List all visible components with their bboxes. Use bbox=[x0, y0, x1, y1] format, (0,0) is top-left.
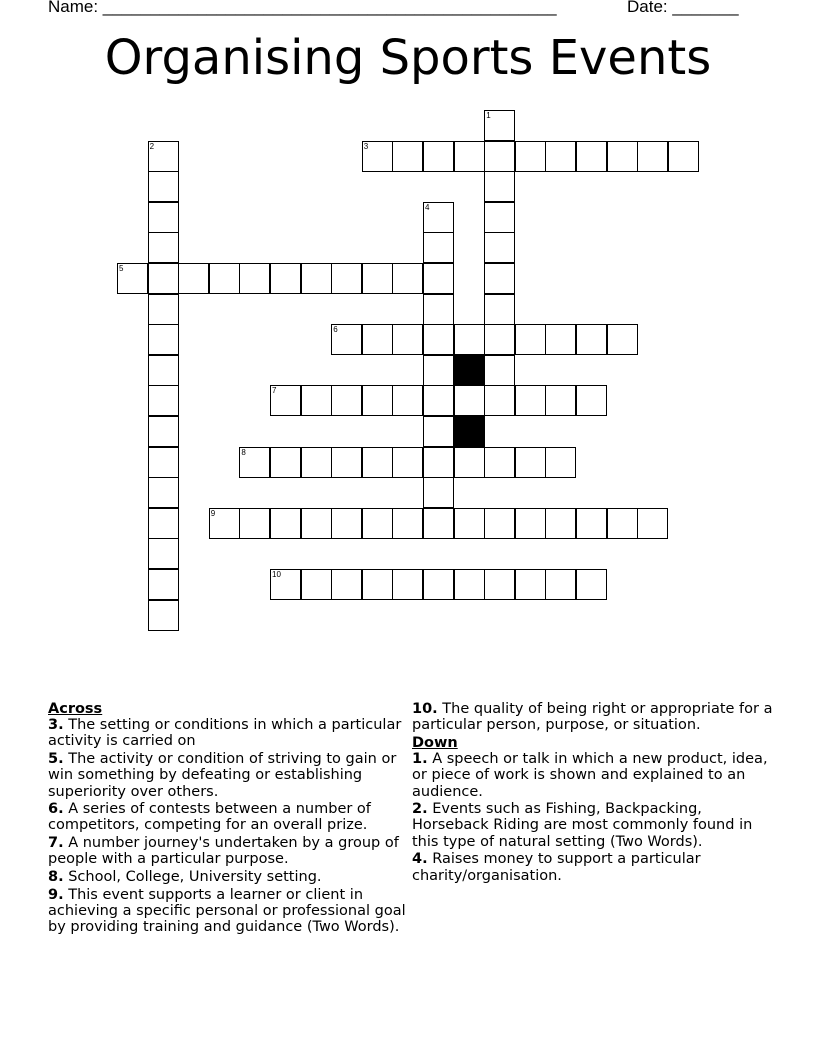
crossword-cell[interactable] bbox=[148, 416, 179, 447]
across-clue-list-continued bbox=[412, 701, 777, 733]
crossword-cell[interactable] bbox=[454, 569, 485, 600]
clue-number: 7. bbox=[48, 835, 64, 852]
crossword-cell[interactable] bbox=[270, 447, 301, 478]
crossword-cell[interactable] bbox=[545, 569, 576, 600]
crossword-cell[interactable] bbox=[270, 508, 301, 539]
crossword-cell[interactable] bbox=[484, 569, 515, 600]
crossword-cell[interactable] bbox=[484, 385, 515, 416]
crossword-cell[interactable] bbox=[423, 202, 454, 233]
clue-text: A number journey's undertaken by a group of people with a particular purpose. bbox=[48, 835, 399, 868]
crossword-cell[interactable] bbox=[392, 569, 423, 600]
crossword-cell[interactable] bbox=[331, 447, 362, 478]
crossword-cell[interactable] bbox=[423, 324, 454, 355]
crossword-cell[interactable] bbox=[301, 385, 332, 416]
clue-number: 5. bbox=[48, 751, 64, 768]
clue-number: 1. bbox=[412, 751, 428, 768]
crossword-cell[interactable] bbox=[178, 263, 209, 294]
clue-number: 6. bbox=[48, 801, 64, 818]
crossword-cell[interactable] bbox=[545, 324, 576, 355]
crossword-cell[interactable] bbox=[148, 324, 179, 355]
crossword-cell[interactable] bbox=[484, 141, 515, 172]
across-clue bbox=[412, 701, 777, 733]
crossword-black-cell bbox=[454, 355, 485, 386]
crossword-cell[interactable] bbox=[515, 141, 546, 172]
crossword-cell[interactable] bbox=[209, 508, 240, 539]
across-clue bbox=[48, 835, 408, 867]
crossword-cell[interactable] bbox=[576, 385, 607, 416]
across-clue bbox=[48, 887, 408, 936]
crossword-cell[interactable] bbox=[239, 447, 270, 478]
crossword-cell[interactable] bbox=[331, 324, 362, 355]
crossword-cell[interactable] bbox=[148, 171, 179, 202]
crossword-cell[interactable] bbox=[148, 355, 179, 386]
clue-number-label: 7 bbox=[272, 386, 277, 396]
crossword-cell[interactable] bbox=[148, 385, 179, 416]
crossword-cell[interactable] bbox=[301, 447, 332, 478]
crossword-cell[interactable] bbox=[423, 141, 454, 172]
crossword-cell[interactable] bbox=[484, 171, 515, 202]
clue-text: A series of contests between a number of competitors, competing for an overall prize. bbox=[48, 801, 371, 834]
crossword-cell[interactable] bbox=[484, 324, 515, 355]
crossword-cell[interactable] bbox=[484, 232, 515, 263]
crossword-cell[interactable] bbox=[392, 141, 423, 172]
clue-number-label: 9 bbox=[210, 508, 216, 518]
crossword-cell[interactable] bbox=[515, 447, 546, 478]
down-clue bbox=[412, 851, 777, 883]
crossword-cell[interactable] bbox=[454, 385, 485, 416]
clue-text: Raises money to support a particular charity/organisation. bbox=[412, 851, 701, 884]
crossword-cell[interactable] bbox=[423, 508, 454, 539]
crossword-cell[interactable] bbox=[423, 263, 454, 294]
clue-number: 4. bbox=[412, 851, 428, 868]
crossword-cell[interactable] bbox=[148, 477, 179, 508]
crossword-cell[interactable] bbox=[301, 508, 332, 539]
crossword-cell[interactable] bbox=[148, 263, 179, 294]
crossword-cell[interactable] bbox=[270, 263, 301, 294]
crossword-cell[interactable] bbox=[484, 355, 515, 386]
crossword-cell[interactable] bbox=[484, 202, 515, 233]
clue-number-label: 5 bbox=[119, 264, 124, 273]
crossword-cell[interactable] bbox=[423, 294, 454, 325]
crossword-cell[interactable] bbox=[331, 263, 362, 294]
crossword-cell[interactable] bbox=[484, 294, 515, 325]
crossword-cell[interactable] bbox=[239, 263, 270, 294]
crossword-cell[interactable] bbox=[270, 569, 301, 600]
crossword-cell[interactable] bbox=[454, 447, 485, 478]
clue-number: 9. bbox=[48, 886, 64, 903]
clue-text: The setting or conditions in which a particular activity is carried on bbox=[48, 717, 402, 750]
clue-text: A speech or talk in which a new product, idea, or piece of work is shown and explained to an audience. bbox=[412, 751, 768, 800]
crossword-cell[interactable] bbox=[392, 324, 423, 355]
down-clue bbox=[412, 801, 777, 850]
crossword-cell[interactable] bbox=[239, 508, 270, 539]
crossword-cell[interactable] bbox=[117, 263, 148, 294]
crossword-cell[interactable] bbox=[515, 385, 546, 416]
crossword-cell[interactable] bbox=[607, 508, 638, 539]
crossword-cell[interactable] bbox=[148, 294, 179, 325]
crossword-cell[interactable] bbox=[331, 569, 362, 600]
crossword-cell[interactable] bbox=[270, 385, 301, 416]
crossword-cell[interactable] bbox=[209, 263, 240, 294]
puzzle-title: Organising Sports Events bbox=[104, 30, 712, 86]
crossword-cell[interactable] bbox=[362, 263, 393, 294]
down-clue-list bbox=[412, 751, 777, 884]
clue-number: 2. bbox=[412, 801, 428, 818]
crossword-cell[interactable] bbox=[331, 385, 362, 416]
crossword-cell[interactable] bbox=[148, 202, 179, 233]
crossword-cell[interactable] bbox=[423, 232, 454, 263]
crossword-cell[interactable] bbox=[148, 538, 179, 569]
clue-text: Events such as Fishing, Backpacking, Horseback Riding are most commonly found in this type of natural setting (Two Words). bbox=[412, 801, 753, 850]
crossword-cell[interactable] bbox=[362, 569, 393, 600]
crossword-cell[interactable] bbox=[148, 600, 179, 631]
crossword-cell[interactable] bbox=[515, 324, 546, 355]
clue-number-label: 1 bbox=[486, 111, 491, 120]
clue-text: The quality of being right or appropriate for a particular person, purpose, or situation. bbox=[412, 701, 773, 734]
clue-number: 10. bbox=[412, 701, 438, 717]
crossword-black-cell bbox=[454, 416, 485, 447]
across-clue bbox=[48, 751, 408, 800]
crossword-cell[interactable] bbox=[392, 263, 423, 294]
crossword-cell[interactable] bbox=[454, 141, 485, 172]
crossword-cell[interactable] bbox=[545, 447, 576, 478]
crossword-cell[interactable] bbox=[576, 508, 607, 539]
crossword-cell[interactable] bbox=[576, 569, 607, 600]
crossword-cell[interactable] bbox=[423, 477, 454, 508]
crossword-cell[interactable] bbox=[392, 447, 423, 478]
crossword-cell[interactable] bbox=[148, 141, 179, 172]
crossword-cell[interactable] bbox=[515, 508, 546, 539]
crossword-cell[interactable] bbox=[545, 141, 576, 172]
crossword-cell[interactable] bbox=[484, 508, 515, 539]
across-clue bbox=[48, 801, 408, 833]
crossword-cell[interactable] bbox=[148, 508, 179, 539]
crossword-cell[interactable] bbox=[423, 416, 454, 447]
crossword-cell[interactable] bbox=[362, 324, 393, 355]
crossword-cell[interactable] bbox=[454, 324, 485, 355]
crossword-cell[interactable] bbox=[484, 447, 515, 478]
crossword-cell[interactable] bbox=[637, 508, 668, 539]
crossword-cell[interactable] bbox=[423, 569, 454, 600]
crossword-cell[interactable] bbox=[576, 141, 607, 172]
crossword-cell[interactable] bbox=[392, 385, 423, 416]
across-clue bbox=[48, 869, 408, 885]
crossword-cell[interactable] bbox=[392, 508, 423, 539]
clue-number: 3. bbox=[48, 717, 64, 734]
down-heading: Down bbox=[412, 734, 458, 751]
crossword-cell[interactable] bbox=[362, 385, 393, 416]
clue-text: School, College, University setting. bbox=[63, 869, 322, 886]
clue-text: This event supports a learner or client in achieving a specific personal or professional goal by providing training and guidance (Two Words). bbox=[48, 886, 406, 936]
crossword-cell[interactable] bbox=[484, 263, 515, 294]
crossword-cell[interactable] bbox=[362, 141, 393, 172]
crossword-cell[interactable] bbox=[148, 569, 179, 600]
crossword-cell[interactable] bbox=[515, 569, 546, 600]
across-clues-column bbox=[48, 701, 408, 937]
crossword-cell[interactable] bbox=[423, 447, 454, 478]
crossword-cell[interactable] bbox=[362, 447, 393, 478]
clue-number-label: 8 bbox=[241, 447, 246, 457]
crossword-cell[interactable] bbox=[637, 141, 668, 172]
down-clue bbox=[412, 751, 777, 800]
date-field[interactable]: Date: _______ bbox=[627, 0, 739, 16]
clue-number-label: 2 bbox=[149, 141, 155, 151]
clue-number-label: 10 bbox=[272, 570, 281, 579]
clue-number: 8. bbox=[48, 869, 64, 886]
crossword-cell[interactable] bbox=[454, 508, 485, 539]
crossword-cell[interactable] bbox=[148, 447, 179, 478]
crossword-cell[interactable] bbox=[362, 508, 393, 539]
clue-number-label: 4 bbox=[425, 202, 430, 212]
name-field[interactable]: Name: ________________________________________________ bbox=[48, 0, 557, 16]
down-clues-column bbox=[412, 701, 777, 885]
across-clue bbox=[48, 717, 408, 749]
crossword-cell[interactable] bbox=[423, 355, 454, 386]
across-heading: Across bbox=[48, 701, 103, 717]
clue-number-label: 6 bbox=[333, 325, 338, 335]
clue-number-label: 3 bbox=[363, 141, 369, 151]
crossword-cell[interactable] bbox=[301, 569, 332, 600]
crossword-cell[interactable] bbox=[607, 324, 638, 355]
crossword-cell[interactable] bbox=[607, 141, 638, 172]
crossword-cell[interactable] bbox=[423, 385, 454, 416]
clue-text: The activity or condition of striving to gain or win something by defeating or establishing superiority over others. bbox=[48, 751, 397, 800]
across-clue-list bbox=[48, 717, 408, 935]
crossword-cell[interactable] bbox=[301, 263, 332, 294]
crossword-cell[interactable] bbox=[484, 110, 515, 141]
crossword-cell[interactable] bbox=[576, 324, 607, 355]
crossword-cell[interactable] bbox=[331, 508, 362, 539]
crossword-cell[interactable] bbox=[148, 232, 179, 263]
crossword-cell[interactable] bbox=[668, 141, 699, 172]
crossword-cell[interactable] bbox=[545, 385, 576, 416]
crossword-cell[interactable] bbox=[545, 508, 576, 539]
